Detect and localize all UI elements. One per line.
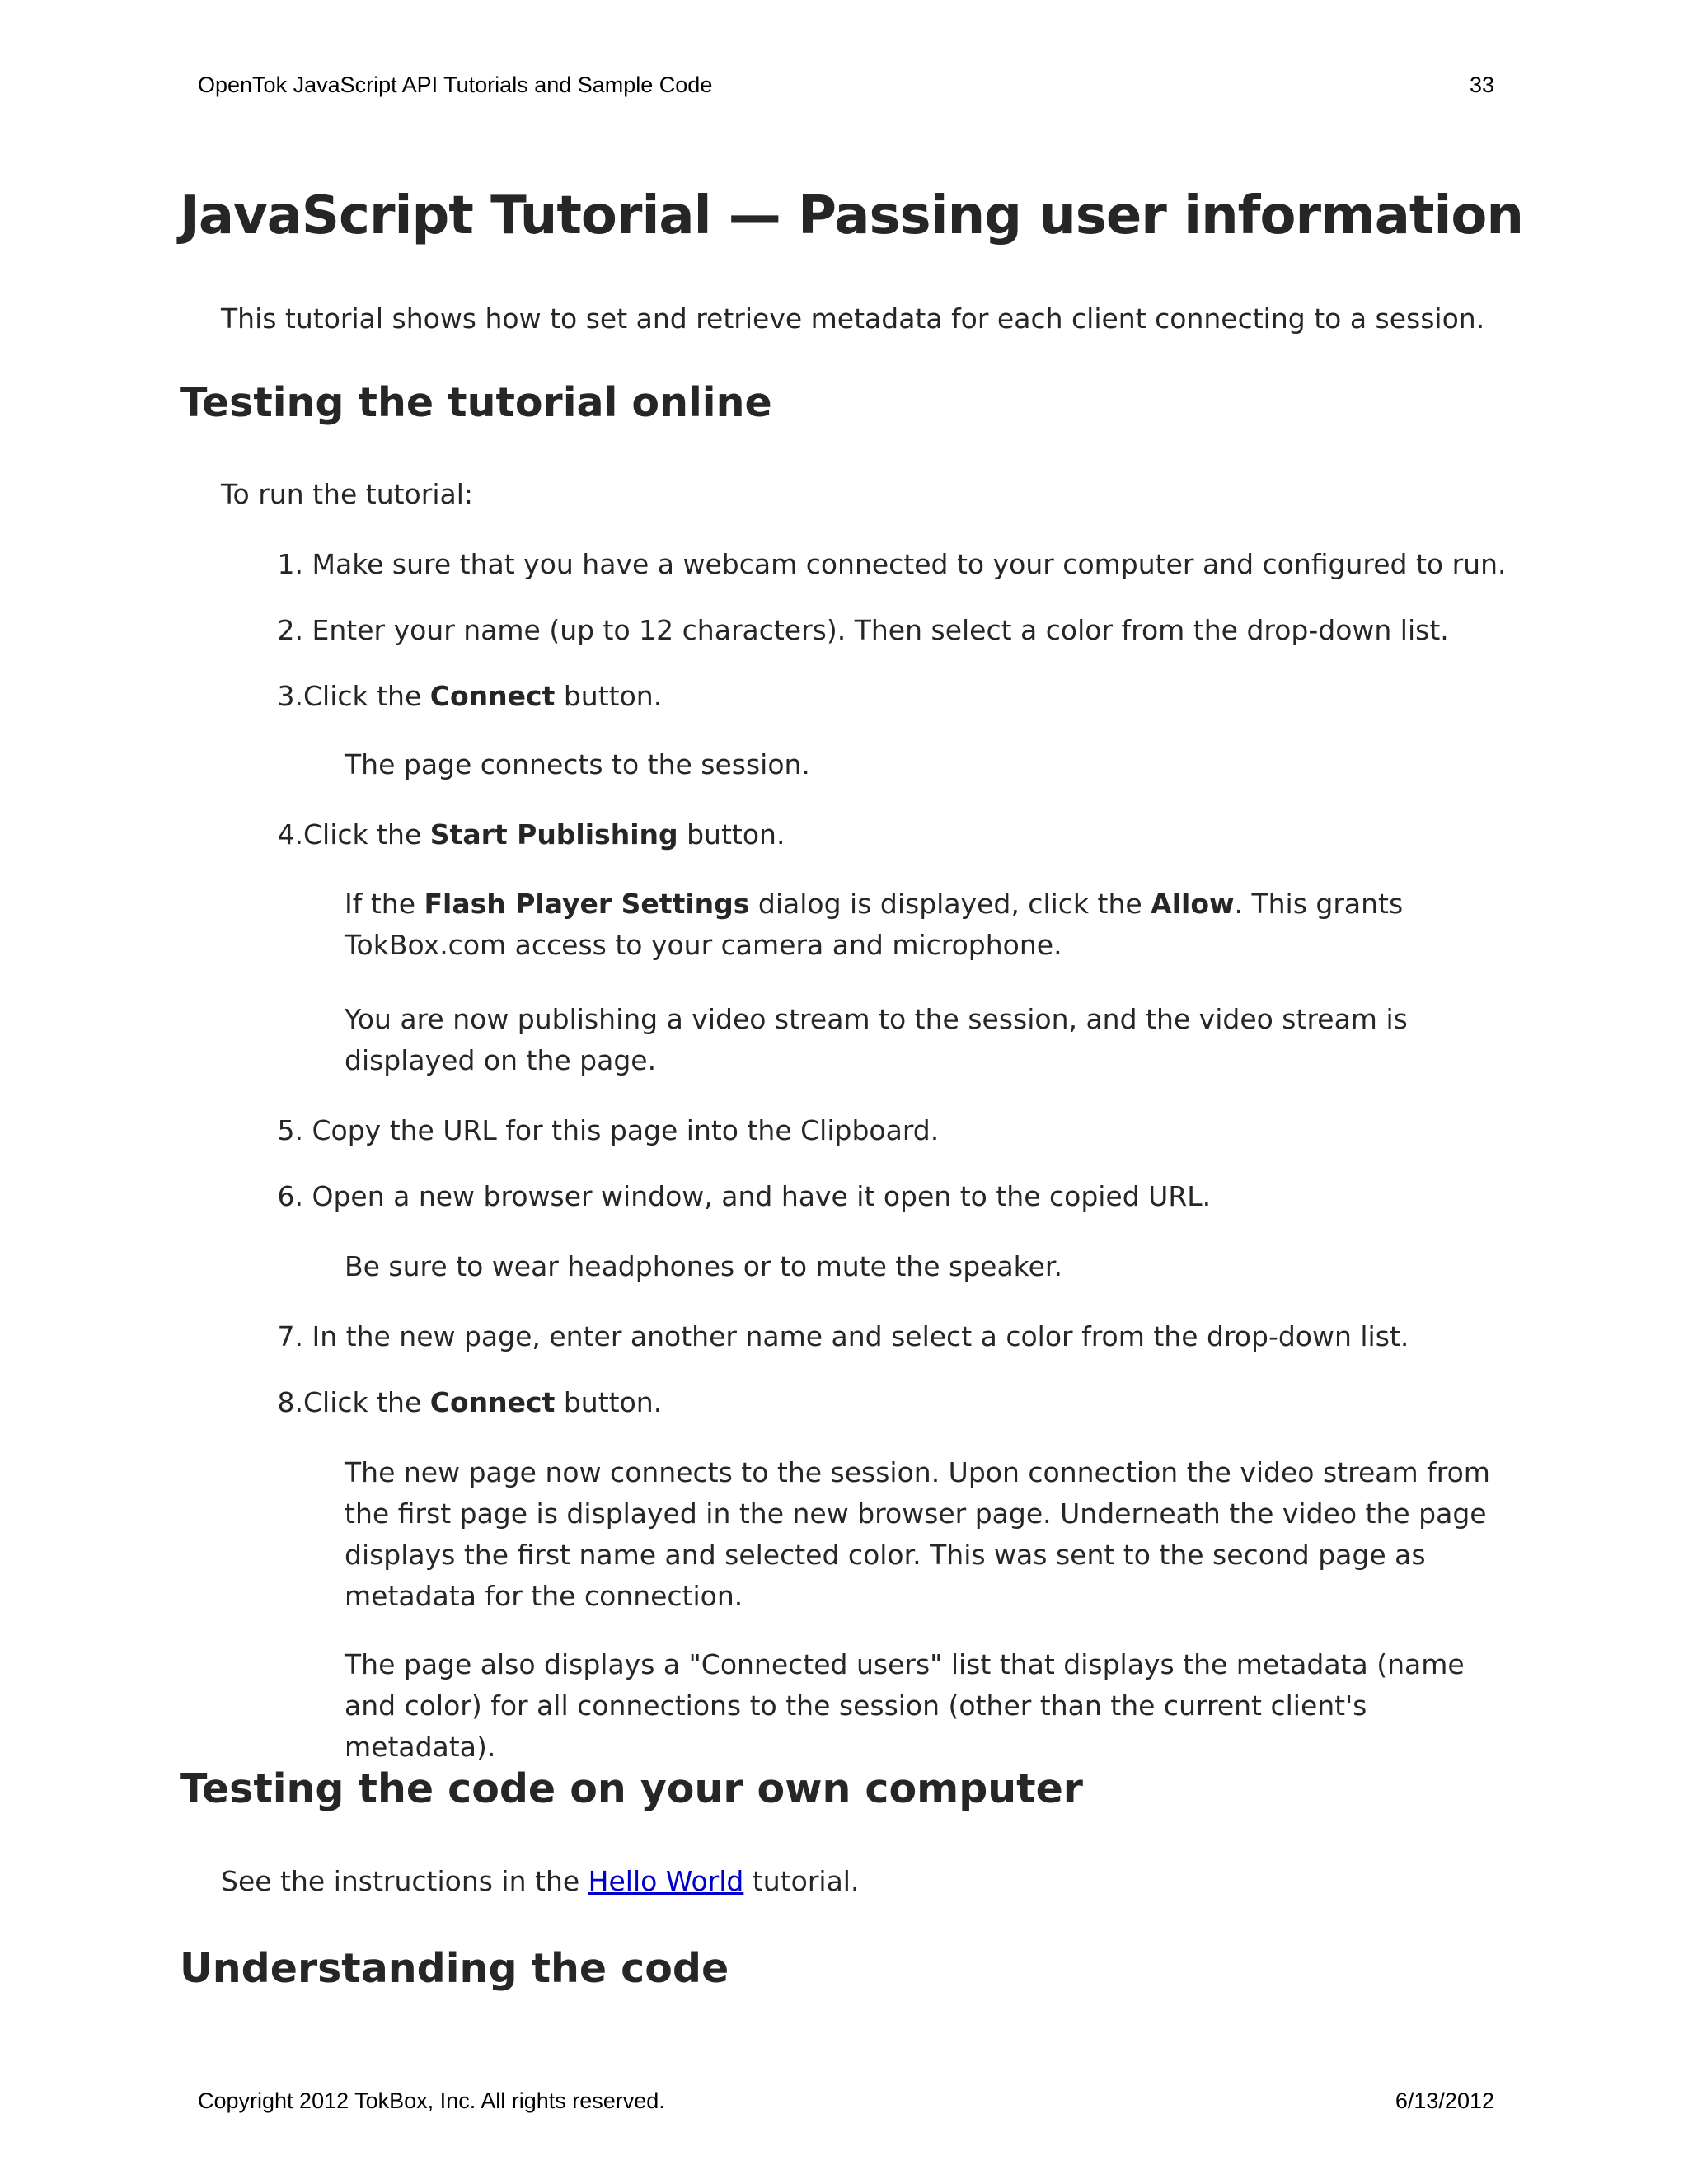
list-number: 1. [277, 548, 303, 580]
footer-copyright: Copyright 2012 TokBox, Inc. All rights reserved. [198, 2088, 665, 2113]
paragraph-text: tutorial. [743, 1865, 860, 1897]
note-step4a [345, 883, 1515, 966]
list-number: 2. [277, 614, 303, 646]
bold-term: Allow [1151, 888, 1235, 920]
list-item [247, 1176, 1211, 1217]
heading-testing-own-computer: Testing the code on your own computer [180, 1765, 1083, 1812]
list-text-post: button. [555, 1386, 663, 1418]
list-number: 7. [277, 1320, 303, 1352]
list-number: 8. [277, 1386, 303, 1418]
header-page-number: 33 [1469, 73, 1494, 97]
heading-understanding-code: Understanding the code [180, 1945, 729, 1992]
page-title: JavaScript Tutorial — Passing user information [180, 185, 1523, 246]
note-text: dialog is displayed, click the [749, 888, 1151, 920]
list-text-pre: Click the [303, 680, 430, 712]
footer-date: 6/13/2012 [1395, 2088, 1494, 2113]
paragraph-text: See the instructions in the [221, 1865, 588, 1897]
list-number: 6. [277, 1180, 303, 1212]
bold-term: Start Publishing [429, 818, 678, 851]
note-step4b: You are now publishing a video stream to the session, and the video stream is displayed on the page. [345, 1003, 1408, 1076]
list-number: 4. [277, 818, 303, 851]
list-item [247, 814, 785, 855]
list-text: Open a new browser window, and have it open to the copied URL. [312, 1180, 1212, 1212]
bold-term: Connect [429, 680, 556, 712]
note-step8a: The new page now connects to the session. Upon connection the video stream from the first page is displayed in the new browser page. Underneath the video the page displays the first name and selected color. This was sent to the second page as metadata for the connection. [345, 1456, 1490, 1612]
note-text: . This grants TokBox.com access to your camera and microphone. [345, 888, 1404, 961]
list-item [247, 544, 1507, 585]
note-step8b: The page also displays a "Connected users" list that displays the metadata (name and color) for all connections to the session (other than the current client's metadata). [345, 1648, 1465, 1763]
bold-term: Flash Player Settings [424, 888, 750, 920]
list-text-pre: Click the [303, 1386, 430, 1418]
heading-testing-online: Testing the tutorial online [180, 379, 772, 426]
note-step3: The page connects to the session. [345, 748, 810, 780]
list-item [247, 1382, 662, 1423]
hello-world-link[interactable]: Hello World [588, 1865, 744, 1897]
list-text-pre: Click the [303, 818, 430, 851]
list-item [247, 1110, 939, 1151]
list-text-post: button. [555, 680, 663, 712]
list-number: 3. [277, 680, 303, 712]
list-text-post: button. [678, 818, 785, 851]
page-header [198, 73, 1494, 98]
bold-term: Connect [429, 1386, 556, 1418]
list-item [247, 1316, 1409, 1357]
list-text: Enter your name (up to 12 characters). Then select a color from the drop-down list. [312, 614, 1449, 646]
list-text: In the new page, enter another name and select a color from the drop-down list. [312, 1320, 1409, 1352]
list-number: 5. [277, 1114, 303, 1146]
note-text: If the [345, 888, 424, 920]
page-footer [198, 2088, 1494, 2114]
list-text: Copy the URL for this page into the Clipboard. [312, 1114, 940, 1146]
intro-paragraph: This tutorial shows how to set and retrieve metadata for each client connecting to a session. [221, 302, 1485, 335]
list-item [247, 610, 1449, 651]
list-item [247, 676, 662, 717]
list-text: Make sure that you have a webcam connected to your computer and configured to run. [312, 548, 1507, 580]
note-step6: Be sure to wear headphones or to mute the speaker. [345, 1250, 1062, 1282]
run-lead: To run the tutorial: [221, 478, 473, 510]
header-doc-title: OpenTok JavaScript API Tutorials and Sample Code [198, 73, 713, 97]
hello-world-paragraph [221, 1861, 859, 1902]
